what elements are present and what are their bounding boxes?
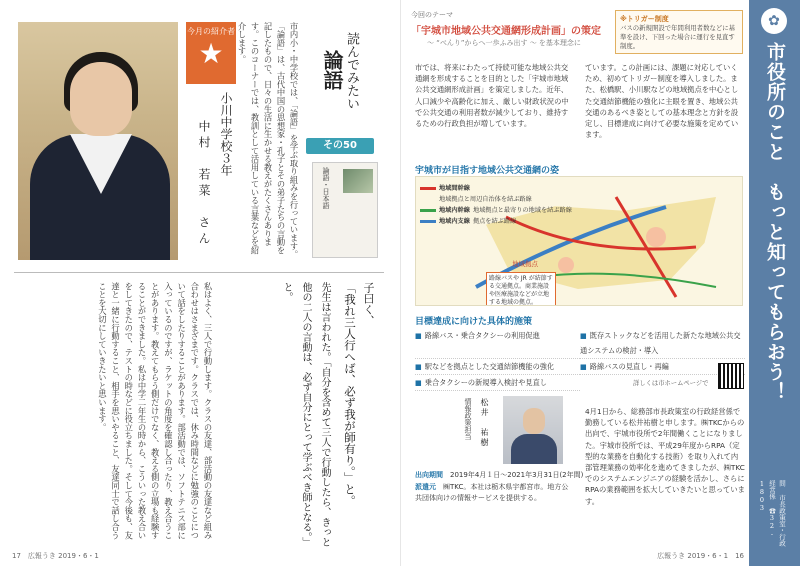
base-note: 路線バスや JR が結節する交通拠点。商業施設や医療施設などが立地する地域の拠点。 xyxy=(486,272,556,306)
sidebar-title: 市役所のこと もっと知ってもらおう！ xyxy=(764,42,786,402)
period-info: 出向期間 2019年4月１日〜2021年3月31日(2年間) 派遣元 ㈱TKC。本社は栃木県宇都宮市。地方公共団体向けの情報サービスを提供する。 xyxy=(415,471,584,502)
series-title-2: 論語 xyxy=(320,50,344,90)
base-title: 地域拠点 xyxy=(512,260,538,268)
city-logo-icon: ✿ xyxy=(761,8,787,34)
page-number-right: 広報うき 2019・6・1 16 xyxy=(657,552,744,560)
intro-tag-label: 今月の紹介者 xyxy=(187,27,235,36)
series-number: その50 xyxy=(306,138,374,154)
book-image xyxy=(312,162,378,258)
map-legend xyxy=(420,183,572,227)
legend-item: 地域内幹線 地域拠点と最寄りの地域を結ぶ路線 xyxy=(420,205,572,216)
star-icon: ★ xyxy=(198,37,224,70)
trigger-text: バスの新規開設で年間利用者数などに基準を設け、下回った場合に運行を見直す制度。 xyxy=(620,24,736,50)
map-title: 宇城市が目指す地域公共交通網の姿 xyxy=(415,166,560,176)
staff-message: 4月1日から、総務部市長政策室の行政経営係で勤務している松井祐樹と申します。㈱TKCからの出向で、宇城市役所で2年間働くことになりました。宇城市役所では、平成29年度からRPA（定型的な業務を自動化する技術）を取り入れて内部管理業務の効率化を進めてきましたが、㈱TKCでのシステムエンジニアの経験を活かし、さらにRPAの業務範囲を拡大していきたいと思っています。 xyxy=(585,407,745,506)
quote-body: 「我れ三人行へば、必ず我が師有り。」と。 xyxy=(343,282,357,507)
theme-subtitle: 〜 “べんり”からへ一歩ふみ出す 〜 を基本理念に xyxy=(427,39,581,47)
right-page xyxy=(400,0,800,566)
sidebar-contact: 問 市長政策室・行政経営係 ☎32-1803 xyxy=(758,480,786,547)
staff-name: 松井 祐樹 xyxy=(480,398,489,448)
legend-item: 地域内支線 拠点を結ぶ路線 xyxy=(420,216,572,227)
paragraph-2: ています。この計画には、課題に対応していくため、初めてトリガー制度を導入しました。また、松橋駅、小川駅などの地域拠点を中心とした交通結節機能の強化に主眼を置き、地域公共交通のあるべき姿としての基本理念と方針を設定し、目標達成に向けて必要な施策を定めています。 xyxy=(585,63,739,140)
intro-tag xyxy=(186,22,236,84)
list-item: ■ 駅などを拠点とした交通結節機能の強化 xyxy=(415,359,580,375)
series-title-1: 読んでみたい xyxy=(344,32,359,110)
list-item: ■ 既存ストックなどを活用した新たな地域公共交通システムの検討・導入 xyxy=(580,328,745,359)
list-item: ■ 路線バスの見直し・再編 xyxy=(580,359,745,375)
qr-code-icon[interactable] xyxy=(719,364,743,388)
trigger-head: ※トリガー制度 xyxy=(620,15,669,23)
page-number-left: 17 広報うき 2019・6・1 xyxy=(12,552,99,560)
trigger-note xyxy=(615,10,743,54)
student-name: 中村 若菜 さん xyxy=(197,120,211,248)
list-item: ■ 乗合タクシーの新規導入検討や見直し xyxy=(415,375,580,391)
quote-translation: 先生は言われた。「自分を含めて三人で行動したら、きっと他の二人の言動は、必ず自分にとって学ぶべき師となる。」と。 xyxy=(281,282,330,547)
theme-label: 今回のテーマ xyxy=(411,11,453,19)
student-photo xyxy=(18,22,178,260)
sidebar xyxy=(749,0,800,566)
divider xyxy=(14,272,384,273)
school-name: 小川中学校３年 xyxy=(219,92,233,176)
measures-title: 目標達成に向けた具体的施策 xyxy=(415,317,533,327)
legend-sub: 地域拠点と周辺自治体を結ぶ路線 xyxy=(439,196,532,203)
staff-photo xyxy=(503,396,563,464)
quote-block xyxy=(218,282,378,547)
transport-map xyxy=(415,176,743,306)
theme-title: 「宇城市地域公共交通網形成計画」の策定 xyxy=(411,26,601,37)
detail-link[interactable]: 詳しくは市ホームページで xyxy=(633,380,709,387)
paragraph-1: 市では、将来にわたって持続可能な地域公共交通網を形成することを目的とした「宇城市地域公共交通網形成計画」を策定しました。近年、人口減少や高齢化に加え、厳しい財政状況の中で公共交通の利用者数が減少しており、維持するための行政負担が増しています。 xyxy=(415,63,569,129)
list-item: ■ 路線バス・乗合タクシーの利用促進 xyxy=(415,328,580,359)
intro-text: 市内小・中学校では、「論語」を学ぶ取り組みを行っています。「論語」は、古代中国の思想家・孔子とその弟子たちの言動を記したもので、日々の生活に生かせる教えがたくさんあります。このコーナーでは、教訓として活用している言葉などを紹介します。 xyxy=(237,22,299,259)
student-comment: 私はよく、三人で行動します。クラスの友達、部活動の友達など組み合わせはさまざまです。クラスでは、休み時間などに勉強のことについて話をしたりすることがあります。部活動では、ソフトテニス部に入っているのですが、ラケットの角度を確認し合ったり、教え合うことがあります。教えてもらう側だけでなく、教える側の立場も経験することができました。私は中学二年生の時から、こういった教え合いをしてきたので、テストの時などに役立ちました。そして今後も、友達と一緒に行動すること、相手を思いやること、友達同士で話し合うことを大切にしていきたいと思います。 xyxy=(97,282,213,540)
staff-label: 情報政策担当 xyxy=(464,398,472,440)
book-spine: 論語・日本語 xyxy=(322,167,330,209)
legend-item: 地域間幹線 xyxy=(420,183,572,194)
quote-head: 子曰く、 xyxy=(362,282,375,326)
